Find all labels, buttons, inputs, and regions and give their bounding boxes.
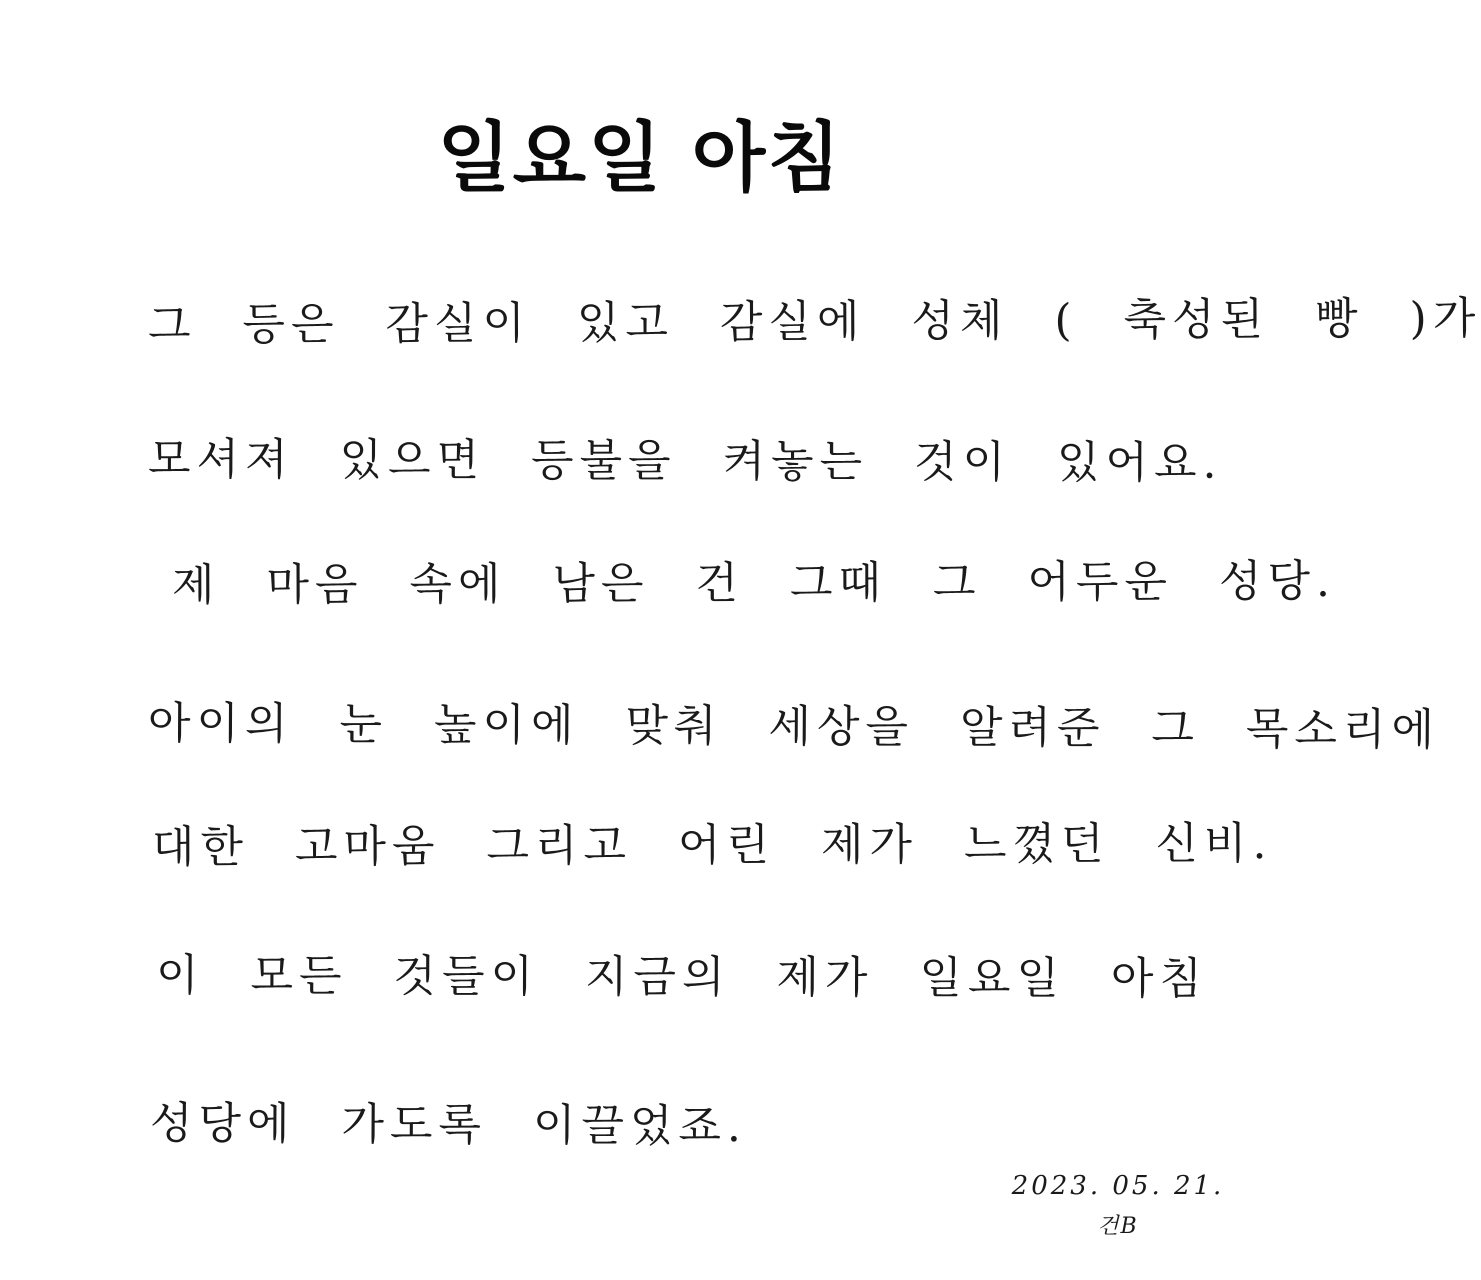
body-line-1: 그 등은 감실이 있고 감실에 성체 ( 축성된 빵 )가 xyxy=(147,293,1481,351)
body-line-5: 대한 고마움 그리고 어린 제가 느꼈던 신비. xyxy=(151,818,1273,873)
signature-block xyxy=(1008,1168,1228,1242)
page-title: 일요일 아침 xyxy=(437,113,843,202)
body-line-2: 모셔져 있으면 등불을 켜놓는 것이 있어요. xyxy=(147,434,1223,489)
signature-author: 건B xyxy=(1097,1214,1139,1239)
body-line-7: 성당에 가도록 이끌었죠. xyxy=(149,1098,748,1153)
signature-date: 2023. 05. 21. xyxy=(1011,1171,1225,1201)
body-line-6: 이 모든 것들이 지금의 제가 일요일 아침 xyxy=(155,950,1209,1005)
body-line-4: 아이의 눈 높이에 맞춰 세상을 알려준 그 목소리에 xyxy=(147,698,1441,756)
body-line-3: 제 마음 속에 남은 건 그때 그 어두운 성당. xyxy=(171,555,1337,611)
